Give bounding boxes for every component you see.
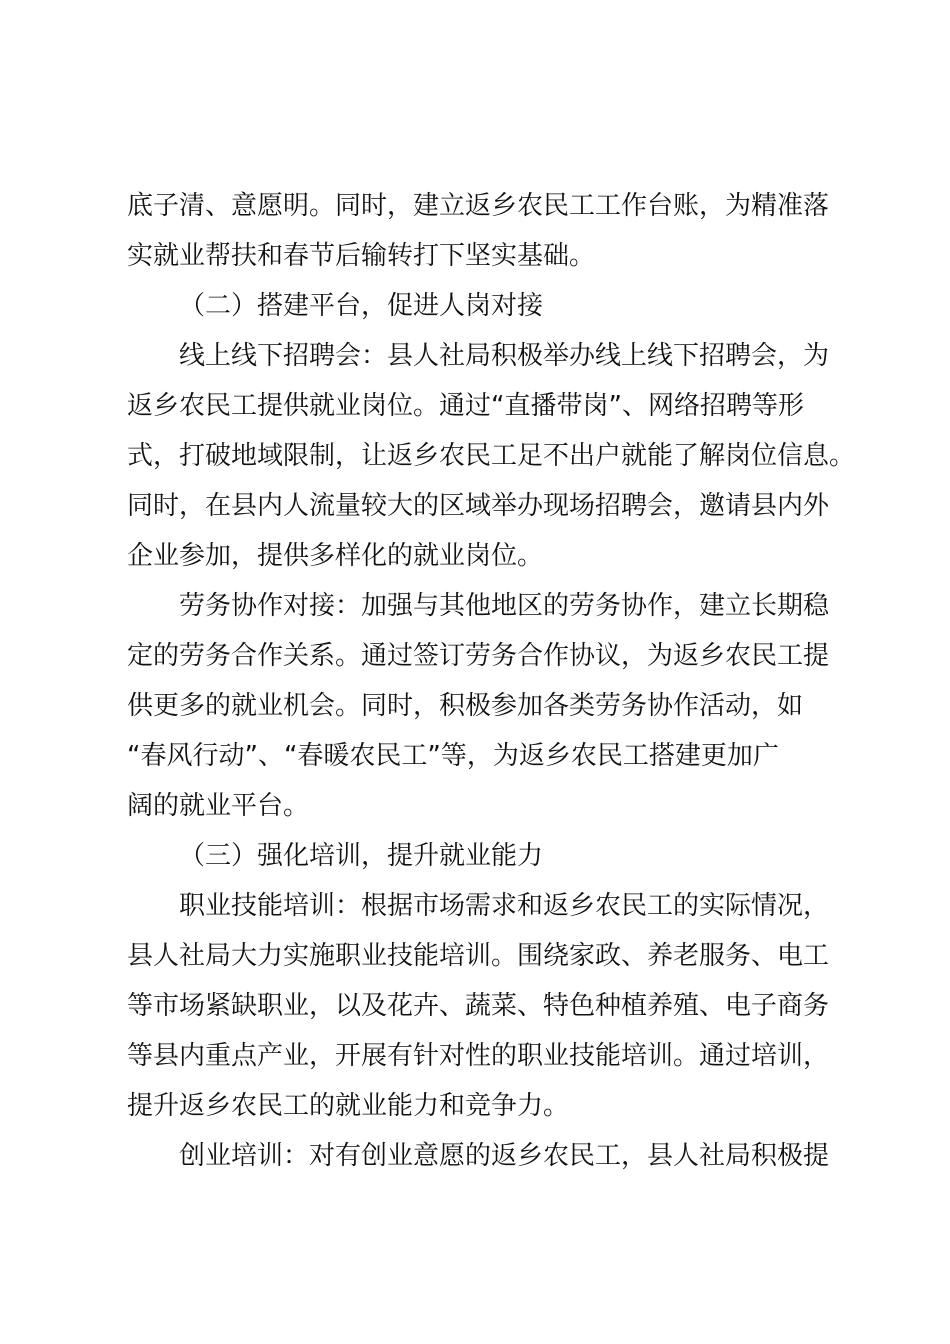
paragraph-line: 企业参加，提供多样化的就业岗位。 bbox=[127, 541, 544, 571]
paragraph-line: 式，打破地域限制，让返乡农民工足不出户就能了解岗位信息。 bbox=[127, 441, 856, 471]
paragraph-line: 劳务协作对接：加强与其他地区的劳务协作，建立长期稳 bbox=[179, 591, 830, 621]
paragraph-line: 等市场紧缺职业，以及花卉、蔬菜、特色种植养殖、电子商务 bbox=[127, 991, 830, 1021]
paragraph-line: 定的劳务合作关系。通过签订劳务合作协议，为返乡农民工提 bbox=[127, 641, 830, 671]
paragraph-line: 提升返乡农民工的就业能力和竞争力。 bbox=[127, 1091, 570, 1121]
paragraph-line: 同时，在县内人流量较大的区域举办现场招聘会，邀请县内外 bbox=[127, 491, 830, 521]
paragraph-line: 底子清、意愿明。同时，建立返乡农民工工作台账，为精准落 bbox=[127, 191, 830, 221]
paragraph-line: 供更多的就业机会。同时，积极参加各类劳务协作活动，如 bbox=[127, 691, 804, 721]
paragraph-line: 县人社局大力实施职业技能培训。围绕家政、养老服务、电工 bbox=[127, 941, 830, 971]
section-heading-3: （三）强化培训，提升就业能力 bbox=[179, 841, 544, 871]
paragraph-line: 职业技能培训：根据市场需求和返乡农民工的实际情况， bbox=[179, 891, 830, 921]
paragraph-line: 等县内重点产业，开展有针对性的职业技能培训。通过培训， bbox=[127, 1041, 830, 1071]
paragraph-line: 实就业帮扶和春节后输转打下坚实基础。 bbox=[127, 241, 596, 271]
paragraph-line: 返乡农民工提供就业岗位。通过“直播带岗”、网络招聘等形 bbox=[127, 391, 804, 421]
section-heading-2: （二）搭建平台，促进人岗对接 bbox=[179, 291, 544, 321]
paragraph-line: “春风行动”、“春暖农民工”等，为返乡农民工搭建更加广 bbox=[127, 741, 779, 771]
paragraph-line: 线上线下招聘会：县人社局积极举办线上线下招聘会，为 bbox=[179, 341, 830, 371]
paragraph-line: 阔的就业平台。 bbox=[127, 791, 310, 821]
paragraph-line: 创业培训：对有创业意愿的返乡农民工，县人社局积极提 bbox=[179, 1141, 830, 1171]
